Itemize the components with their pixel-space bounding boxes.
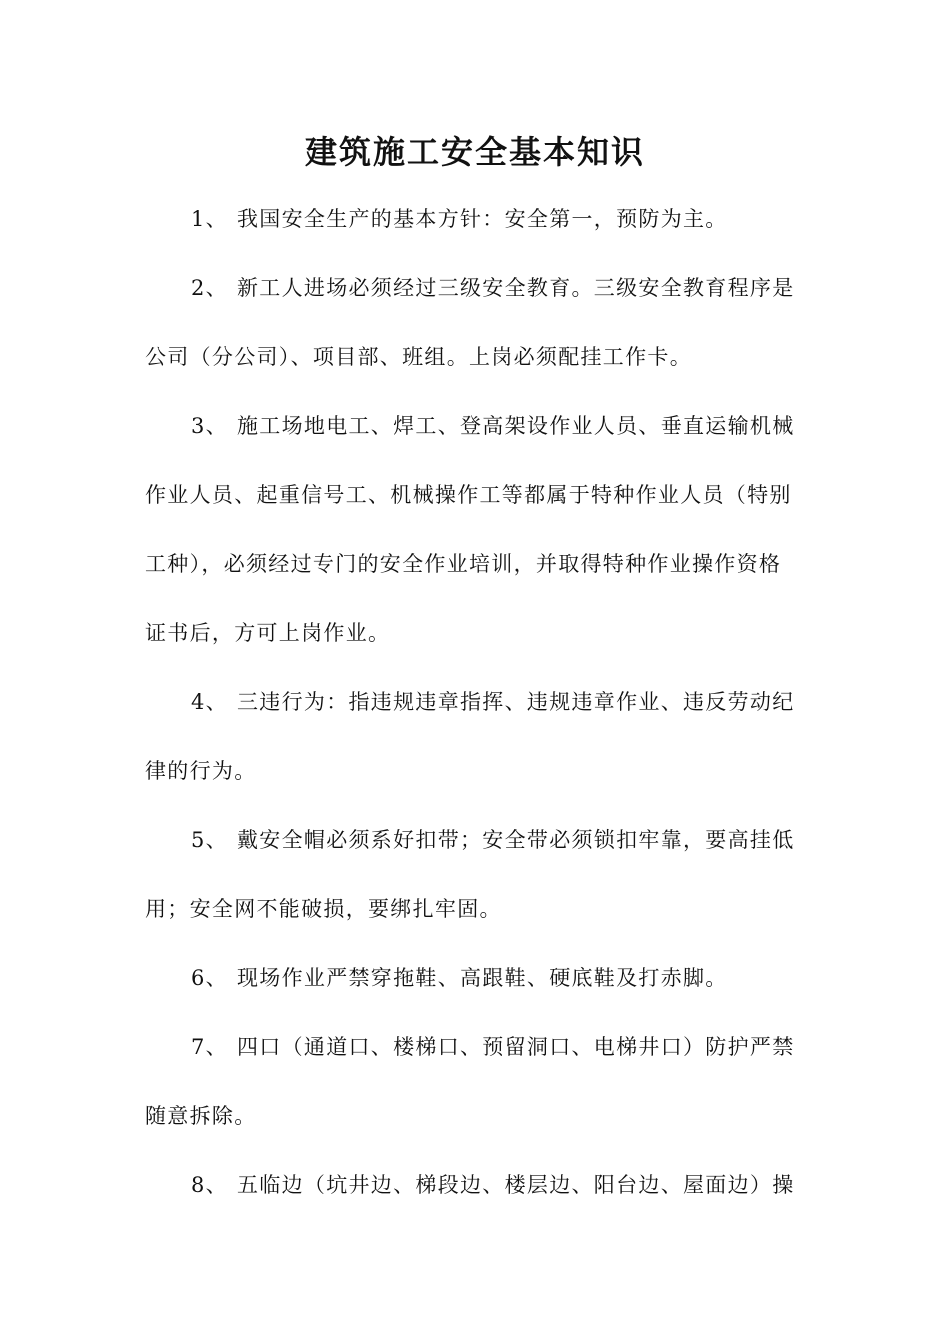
paragraph-line: 律的行为。 (145, 759, 257, 783)
paragraph-line (145, 680, 807, 725)
paragraph-line: 工种），必须经过专门的安全作业培训，并取得特种作业操作资格 (145, 552, 782, 576)
item-number: 7、 (191, 1035, 228, 1059)
item-number: 8、 (191, 1173, 228, 1197)
line-text: 戴安全帽必须系好扣带；安全带必须锁扣牢靠，要高挂低 (237, 828, 795, 852)
paragraph-line (145, 266, 807, 311)
paragraph-line (145, 1025, 807, 1070)
paragraph-line: 证书后，方可上岗作业。 (145, 621, 391, 645)
item-number: 5、 (191, 828, 228, 852)
paragraph-line (145, 818, 807, 863)
item-number: 3、 (191, 414, 228, 438)
paragraph-line: 随意拆除。 (145, 1104, 257, 1128)
document-title: 建筑施工安全基本知识 (304, 133, 645, 171)
line-text: 我国安全生产的基本方针：安全第一，预防为主。 (237, 207, 728, 231)
list-item (145, 404, 807, 656)
list-item (145, 197, 807, 242)
paragraph-line: 用；安全网不能破损，要绑扎牢固。 (145, 897, 502, 921)
line-text: 现场作业严禁穿拖鞋、高跟鞋、硬底鞋及打赤脚。 (237, 966, 728, 990)
item-number: 1、 (191, 207, 228, 231)
item-number: 2、 (191, 276, 228, 300)
list-item (145, 266, 807, 380)
paragraph-line: 公司（分公司）、项目部、班组。上岗必须配挂工作卡。 (145, 345, 692, 369)
line-text: 四口（通道口、楼梯口、预留洞口、电梯井口）防护严禁 (237, 1035, 795, 1059)
line-text: 三违行为：指违规违章指挥、违规违章作业、违反劳动纪 (237, 690, 795, 714)
paragraph-line (145, 956, 807, 1001)
document-body (145, 197, 807, 1232)
list-item (145, 680, 807, 794)
line-text: 施工场地电工、焊工、登高架设作业人员、垂直运输机械 (237, 414, 795, 438)
paragraph-line (145, 1163, 807, 1208)
list-item (145, 956, 807, 1001)
list-item (145, 1163, 807, 1208)
line-text: 新工人进场必须经过三级安全教育。三级安全教育程序是 (237, 276, 795, 300)
list-item (145, 818, 807, 932)
list-item (145, 1025, 807, 1139)
line-text: 五临边（坑井边、梯段边、楼层边、阳台边、屋面边）操 (237, 1173, 795, 1197)
item-number: 6、 (191, 966, 228, 990)
paragraph-line (145, 197, 807, 242)
item-number: 4、 (191, 690, 228, 714)
paragraph-line: 作业人员、起重信号工、机械操作工等都属于特种作业人员（特别 (145, 483, 792, 507)
paragraph-line (145, 404, 807, 449)
